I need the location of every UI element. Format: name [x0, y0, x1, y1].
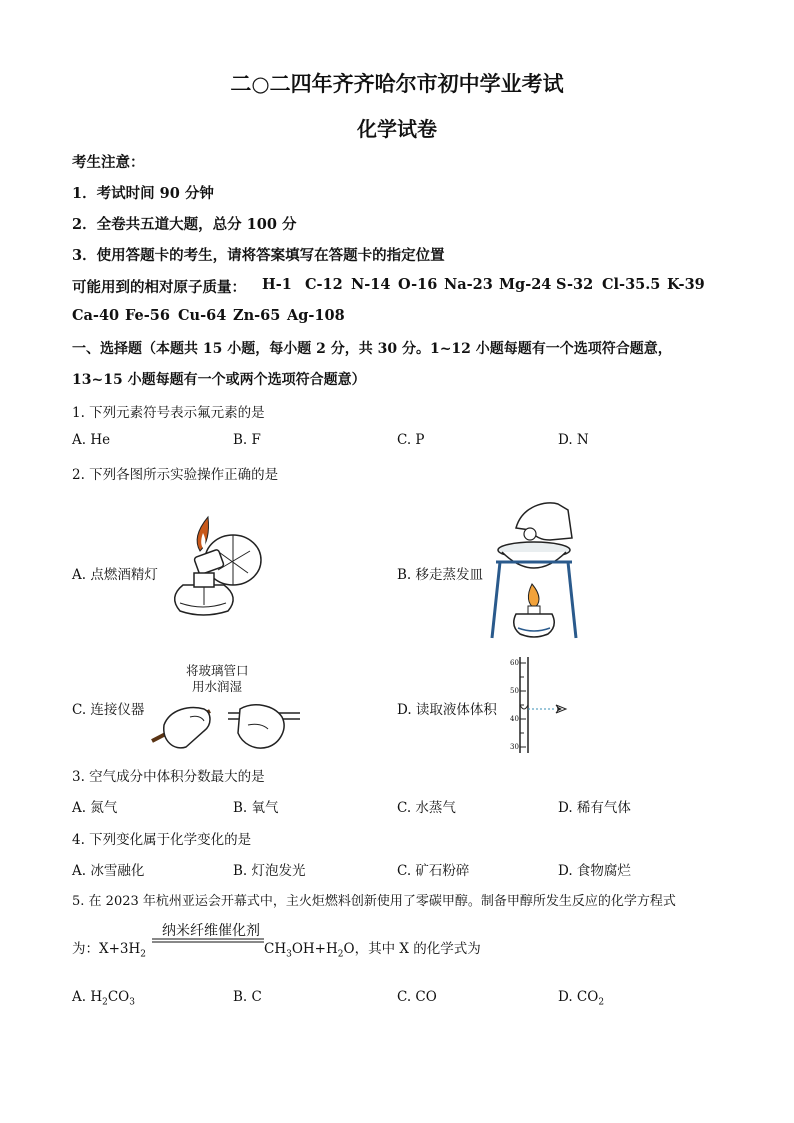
option-c[interactable]: C. 连接仪器	[72, 702, 145, 718]
exam-subtitle: 化学试卷	[357, 117, 437, 141]
atomic-mass: Zn-65	[233, 307, 281, 324]
option-b[interactable]: B. 灯泡发光	[233, 863, 306, 879]
reaction-condition: 纳米纤维催化剂	[162, 923, 260, 939]
reaction-arrow	[152, 938, 264, 944]
question-stem: 1. 下列元素符号表示氟元素的是	[72, 405, 265, 421]
option-c[interactable]: C. CO	[397, 989, 437, 1005]
atomic-mass-label: 可能用到的相对原子质量：	[72, 279, 246, 296]
section-heading: 一、选择题（本题共 15 小题，每小题 2 分，共 30 分。1~12 小题每题有一个选项符合题意，	[72, 341, 672, 357]
figure-note: 将玻璃管口	[186, 663, 249, 678]
notice-item: 1．考试时间 90 分钟	[72, 185, 214, 202]
option-d[interactable]: D. N	[558, 432, 589, 448]
option-b[interactable]: B. 氧气	[233, 800, 279, 816]
atomic-mass: Cl-35.5	[602, 276, 661, 293]
option-b[interactable]: B. C	[233, 989, 262, 1005]
evaporating-dish-figure	[488, 500, 578, 642]
tick-label: 60	[510, 659, 519, 667]
atomic-mass: Mg-24	[499, 276, 552, 293]
option-d[interactable]: D. 稀有气体	[558, 800, 631, 816]
question-stem: 4. 下列变化属于化学变化的是	[72, 832, 252, 848]
option-a[interactable]: A. 冰雪融化	[72, 863, 145, 879]
question-stem: 2. 下列各图所示实验操作正确的是	[72, 467, 279, 483]
option-a[interactable]: A. 点燃酒精灯	[72, 567, 158, 583]
option-c[interactable]: C. 矿石粉碎	[397, 863, 470, 879]
atomic-mass: Ca-40	[72, 307, 120, 324]
option-a[interactable]: A. 氮气	[72, 800, 118, 816]
atomic-mass: Cu-64	[178, 307, 227, 324]
atomic-mass: C-12	[305, 276, 343, 293]
exam-title: 二○二四年齐齐哈尔市初中学业考试	[230, 71, 564, 96]
atomic-mass: Fe-56	[125, 307, 170, 324]
section-heading: 13~15 小题每题有一个或两个选项符合题意）	[72, 372, 366, 388]
alcohol-lamp-figure	[158, 515, 268, 625]
option-d[interactable]: D. $CO_2$	[558, 989, 605, 1008]
tick-label: 50	[510, 687, 519, 695]
question-stem: 5. 在 2023 年杭州亚运会开幕式中，主火炬燃料创新使用了零碳甲醇。制备甲醇所发生反应的化学方程式	[72, 894, 676, 909]
option-c[interactable]: C. 水蒸气	[397, 800, 456, 816]
atomic-mass: N-14	[351, 276, 391, 293]
option-b[interactable]: B. F	[233, 432, 261, 448]
atomic-mass: H-1	[262, 276, 292, 293]
figure-note: 用水润湿	[192, 679, 243, 694]
atomic-mass: S-32	[556, 276, 594, 293]
chemical-equation: 为：$X+3H_2$	[72, 941, 147, 960]
atomic-mass: O-16	[398, 276, 438, 293]
question-stem: 3. 空气成分中体积分数最大的是	[72, 769, 265, 785]
atomic-mass: Ag-108	[287, 307, 345, 324]
notice-item: 2．全卷共五道大题，总分 100 分	[72, 216, 297, 233]
option-a[interactable]: A. $H_2CO_3$	[72, 989, 135, 1008]
option-c[interactable]: C. P	[397, 432, 425, 448]
tick-label: 40	[510, 715, 519, 723]
option-d[interactable]: D. 读取液体体积	[397, 702, 497, 718]
option-d[interactable]: D. 食物腐烂	[558, 863, 631, 879]
equation-products: $CH_3OH+H_2O$，其中 X 的化学式为	[264, 941, 481, 960]
tick-label: 30	[510, 743, 519, 751]
connecting-instruments-figure	[150, 695, 302, 751]
notice-heading: 考生注意：	[72, 154, 145, 171]
atomic-mass: Na-23	[444, 276, 493, 293]
option-a[interactable]: A. He	[72, 432, 111, 448]
option-b[interactable]: B. 移走蒸发皿	[397, 567, 484, 583]
notice-item: 3．使用答题卡的考生，请将答案填写在答题卡的指定位置	[72, 247, 445, 264]
graduated-cylinder-figure	[500, 655, 572, 755]
atomic-mass: K-39	[667, 276, 705, 293]
